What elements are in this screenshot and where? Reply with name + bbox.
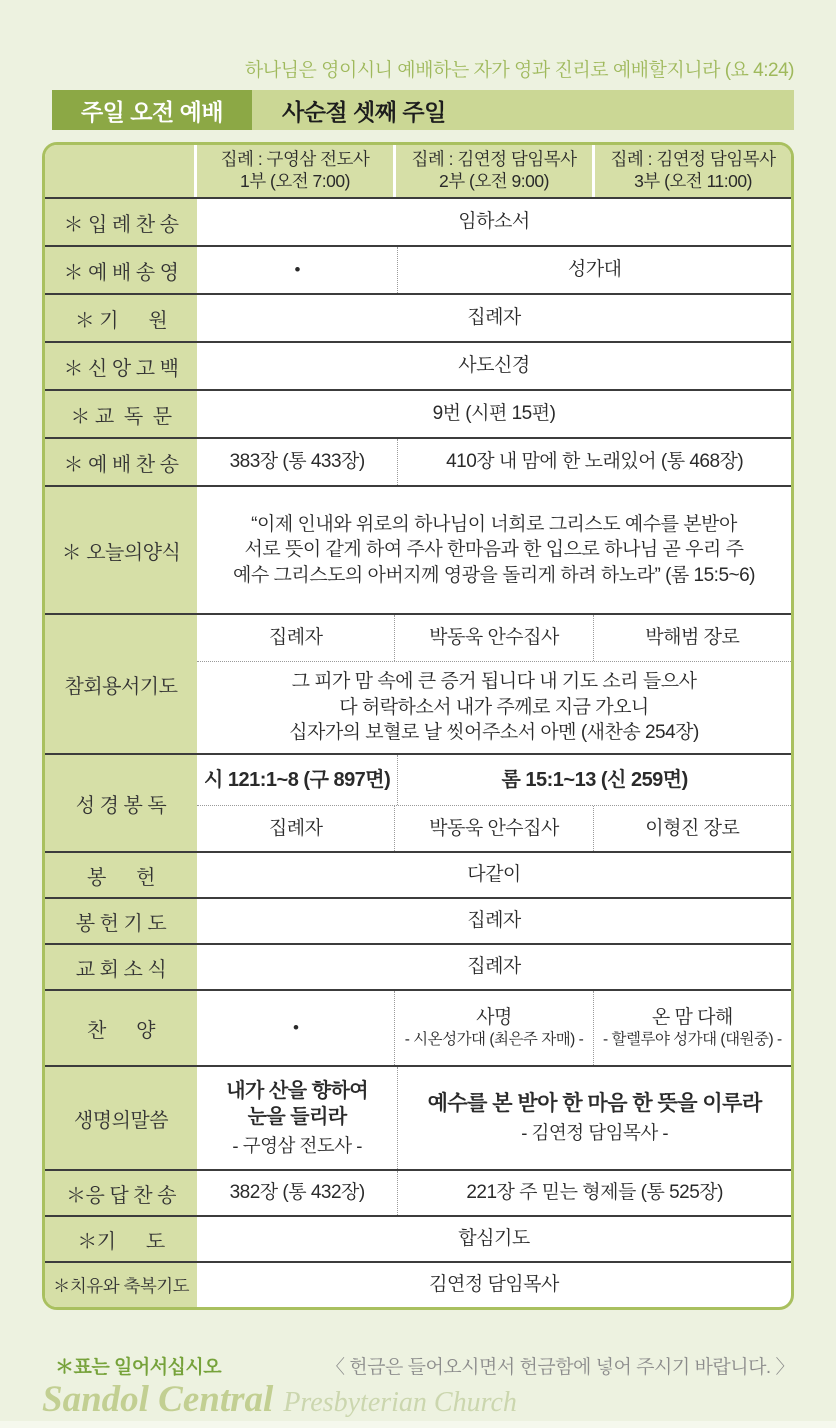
sermon-preacher: - 구영삼 전도사 - — [232, 1134, 362, 1156]
hymn-services-23: 410장 내 맘에 한 노래있어 (통 468장) — [397, 439, 791, 485]
repentance-lines — [197, 662, 791, 753]
row-scripture-reading — [45, 753, 791, 851]
church-logo — [42, 1378, 517, 1421]
sermon-title-line: 예수를 본 받아 한 마음 한 뜻을 이루라 — [427, 1091, 762, 1115]
row-responsive-reading — [45, 389, 791, 437]
row-church-news — [45, 943, 791, 989]
leader-service-3: 박해범 장로 — [593, 615, 791, 661]
row-prayer — [45, 1215, 791, 1261]
row-confession-of-faith — [45, 341, 791, 389]
row-label: ＊기 도 — [45, 1217, 197, 1261]
row-value: 집례자 — [467, 956, 521, 978]
row-prayer-of-repentance — [45, 613, 791, 753]
bullet-dot: • — [294, 259, 300, 279]
row-offering — [45, 851, 791, 897]
repentance-leaders — [197, 615, 791, 661]
row-label: 찬 양 — [45, 991, 197, 1065]
page-title: 주일 오전 예배 — [52, 90, 252, 130]
row-label: 성 경 봉 독 — [45, 755, 197, 851]
hymn-services-23: 221장 주 믿는 형제들 (통 525장) — [397, 1171, 791, 1215]
worship-order-table — [42, 142, 794, 1310]
service-1-leader: 집례 : 구영삼 전도사 — [220, 149, 370, 170]
row-label: ＊치유와 축복기도 — [45, 1263, 197, 1307]
row-label: ＊ 입 례 찬 송 — [45, 199, 197, 245]
bottom-strip — [0, 1421, 836, 1428]
reader-service-2: 박동욱 안수집사 — [394, 806, 592, 851]
logo-primary-text: Sandol Central — [42, 1379, 274, 1420]
daily-bread-line: “이제 인내와 위로의 하나님이 너희로 그리스도 예수를 본받아 — [251, 513, 737, 535]
row-value: 집례자 — [467, 307, 521, 329]
daily-bread-line: 예수 그리스도의 아버지께 영광을 돌리게 하려 하노라” (롬 15:5~6) — [233, 564, 755, 586]
anthem-choir: - 시온성가대 (최은주 자매) - — [404, 1031, 584, 1049]
row-label: ＊응 답 찬 송 — [45, 1171, 197, 1215]
row-worship-hymn — [45, 437, 791, 485]
daily-bread-text — [197, 487, 791, 613]
header-service-3 — [592, 145, 791, 197]
row-value: 사도신경 — [458, 355, 530, 377]
anthem-service-3 — [593, 991, 791, 1065]
anthem-service-2 — [394, 991, 592, 1065]
row-label: ＊ 예 배 찬 송 — [45, 439, 197, 485]
row-doxology — [45, 245, 791, 293]
row-label: 생명의말씀 — [45, 1067, 197, 1169]
row-label: ＊ 예 배 송 영 — [45, 247, 197, 293]
row-processional-hymn — [45, 197, 791, 245]
hymn-service-1: 382장 (통 432장) — [229, 1182, 365, 1204]
anthem-choir: - 할렐루야 성가대 (대원중) - — [603, 1031, 782, 1049]
row-value: 성가대 — [397, 247, 791, 293]
sermon-service-1 — [197, 1067, 397, 1169]
header-empty-cell — [45, 145, 194, 197]
logo-secondary-text: Presbyterian Church — [283, 1387, 517, 1418]
row-value: 다같이 — [467, 864, 521, 886]
row-healing-blessing-prayer — [45, 1261, 791, 1307]
row-label: ＊ 기 원 — [45, 295, 197, 341]
repentance-hymn-text — [197, 661, 791, 753]
table-header-row — [45, 145, 791, 197]
anthem-title: 온 맘 다해 — [651, 1006, 733, 1028]
scripture-references — [197, 755, 791, 805]
leader-service-1: 집례자 — [268, 627, 323, 649]
row-label: 봉 헌 — [45, 853, 197, 897]
row-label: 교 회 소 식 — [45, 945, 197, 989]
hymn-service-1: 383장 (통 433장) — [229, 451, 365, 473]
row-value: 합심기도 — [458, 1228, 530, 1250]
row-label: ＊ 신 앙 고 백 — [45, 343, 197, 389]
repentance-line: 십자가의 보혈로 날 씻어주소서 아멘 (새찬송 254장) — [289, 722, 699, 744]
sermon-preacher: - 김연정 담임목사 - — [521, 1122, 669, 1144]
reference-services-23: 롬 15:1~13 (신 259면) — [397, 755, 791, 805]
reader-service-1: 집례자 — [268, 817, 323, 839]
offering-note: 〈 헌금은 들어오시면서 헌금함에 넣어 주시기 바랍니다. 〉 — [325, 1357, 794, 1378]
row-value: 집례자 — [467, 910, 521, 932]
row-response-hymn — [45, 1169, 791, 1215]
row-label: 봉 헌 기 도 — [45, 899, 197, 943]
reader-service-3: 이형진 장로 — [593, 806, 791, 851]
page-subtitle: 사순절 셋째 주일 — [252, 90, 794, 130]
service-2-time: 2부 (오전 9:00) — [439, 171, 549, 191]
row-label: ＊ 오늘의양식 — [45, 487, 197, 613]
daily-bread-line: 서로 뜻이 같게 하여 주사 한마음과 한 입으로 하나님 곧 우리 주 — [244, 539, 744, 561]
header-service-2 — [393, 145, 592, 197]
footnotes — [55, 1352, 794, 1379]
header-service-1 — [194, 145, 393, 197]
row-invocation — [45, 293, 791, 341]
scripture-readers — [197, 805, 791, 851]
row-label: 참회용서기도 — [45, 615, 197, 753]
sermon-title-line: 내가 산을 향하여 — [226, 1079, 369, 1102]
scripture-verse: 하나님은 영이시니 예배하는 자가 영과 진리로 예배할지니라 (요 4:24) — [244, 60, 794, 81]
sermon-title-line: 눈을 들리라 — [247, 1105, 347, 1128]
row-value: 임하소서 — [458, 211, 530, 233]
bullet-dot: • — [292, 1017, 299, 1037]
row-daily-bread — [45, 485, 791, 613]
reference-service-1: 시 121:1~8 (구 897면) — [204, 768, 391, 791]
row-offering-prayer — [45, 897, 791, 943]
service-3-leader: 집례 : 김연정 담임목사 — [610, 149, 776, 170]
anthem-title: 사명 — [476, 1006, 512, 1028]
row-value: 9번 (시편 15편) — [432, 403, 556, 425]
repentance-line: 그 피가 맘 속에 큰 증거 됩니다 내 기도 소리 들으사 — [291, 671, 697, 693]
stand-note: ＊표는 일어서십시오 — [55, 1357, 222, 1378]
service-1-time: 1부 (오전 7:00) — [240, 171, 350, 191]
sermon-services-23 — [397, 1067, 791, 1169]
service-3-time: 3부 (오전 11:00) — [634, 171, 752, 191]
row-anthem — [45, 989, 791, 1065]
leader-service-2: 박동욱 안수집사 — [394, 615, 592, 661]
row-label: ＊ 교 독 문 — [45, 391, 197, 437]
service-2-leader: 집례 : 김연정 담임목사 — [411, 149, 577, 170]
row-value: 김연정 담임목사 — [429, 1274, 559, 1296]
title-bar — [52, 90, 794, 130]
row-sermon — [45, 1065, 791, 1169]
repentance-line: 다 허락하소서 내가 주께로 지금 가오니 — [339, 696, 649, 718]
